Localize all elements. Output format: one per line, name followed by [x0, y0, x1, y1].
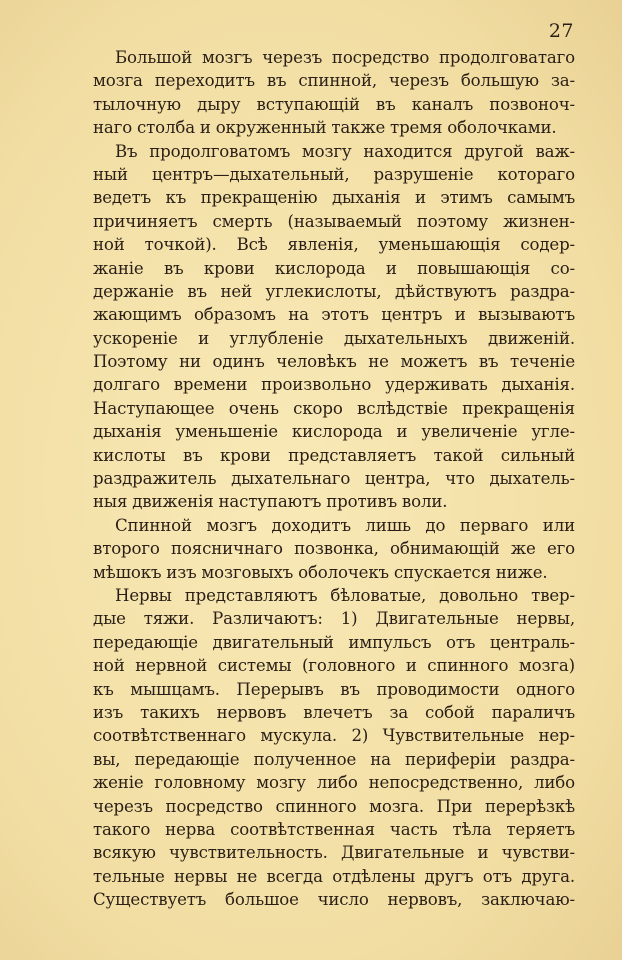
text-line: такого нерва соотвѣтственная часть тѣла теряетъ	[93, 819, 575, 839]
text-line: Въ продолговатомъ мозгу находится другой важ-	[115, 141, 575, 161]
text-line: ной нервной системы (головного и спинного мозга)	[93, 656, 575, 676]
text-line: тельные нервы не всегда отдѣлены другъ отъ друга.	[93, 866, 575, 886]
text-line: раздражитель дыхательнаго центра, что дыхатель-	[93, 469, 575, 489]
text-line: Поэтому ни одинъ человѣкъ не можетъ въ теченіе	[93, 352, 575, 372]
text-line: изъ такихъ нервовъ влечетъ за собой параличъ	[93, 702, 575, 722]
text-line: къ мышцамъ. Перерывъ въ проводимости одного	[93, 679, 575, 699]
body-text	[93, 46, 575, 911]
text-line: ныя движенія наступаютъ противъ воли.	[93, 492, 448, 512]
text-line: держаніе въ ней углекислоты, дѣйствуютъ раздра-	[93, 281, 575, 301]
page-number: 27	[548, 20, 574, 42]
text-line: причиняетъ смерть (называемый поэтому жизнен-	[93, 211, 575, 231]
text-line: долгаго времени произвольно удерживать дыханія.	[93, 375, 575, 395]
text-line: мозга переходитъ въ спинной, черезъ большую за-	[93, 71, 575, 91]
text-line: Нервы представляютъ бѣловатые, довольно твер-	[115, 585, 575, 605]
text-line: кислоты въ крови представляетъ такой сильный	[93, 445, 575, 465]
text-line: жающимъ образомъ на этотъ центръ и вызываютъ	[93, 305, 575, 325]
text-line: ускореніе и углубленіе дыхательныхъ движеній.	[93, 328, 575, 348]
text-line: всякую чувствительность. Двигательные и чувстви-	[93, 843, 575, 863]
text-line: соотвѣтственнаго мускула. 2) Чувствительные нер-	[93, 726, 575, 746]
text-line: Большой мозгъ черезъ посредство продолговатаго	[115, 48, 575, 67]
text-line: дыханія уменьшеніе кислорода и увеличеніе угле-	[93, 422, 575, 442]
text-line: мѣшокъ изъ мозговыхъ оболочекъ спускается ниже.	[93, 562, 548, 582]
text-line: жаніе въ крови кислорода и повышающія со-	[93, 258, 575, 278]
text-line: женіе головному мозгу либо непосредственно, либо	[93, 773, 575, 793]
text-line: Наступающее очень скоро вслѣдствіе прекращенія	[93, 398, 575, 418]
text-line: черезъ посредство спинного мозга. При перерѣзкѣ	[93, 796, 575, 816]
text-line: ный центръ—дыхательный, разрушеніе котораго	[93, 164, 575, 184]
text-line: вы, передающіе полученное на периферіи раздра-	[93, 749, 575, 769]
text-line: ведетъ къ прекращенію дыханія и этимъ самымъ	[93, 188, 575, 208]
text-line: наго столба и окруженный также тремя оболочками.	[93, 118, 557, 138]
text-line: второго поясничнаго позвонка, обнимающій же его	[93, 539, 575, 559]
text-line: Спинной мозгъ доходитъ лишь до перваго или	[115, 515, 575, 535]
text-line: передающіе двигательный импульсъ отъ централь-	[93, 632, 575, 652]
text-line: дые тяжи. Различаютъ: 1) Двигательные нервы,	[93, 609, 575, 629]
text-line: тылочную дыру вступающій въ каналъ позвоноч-	[93, 94, 575, 114]
text-line: Существуетъ большое число нервовъ, заключаю-	[93, 890, 575, 910]
text-line: ной точкой). Всѣ явленія, уменьшающія содер-	[93, 235, 575, 255]
